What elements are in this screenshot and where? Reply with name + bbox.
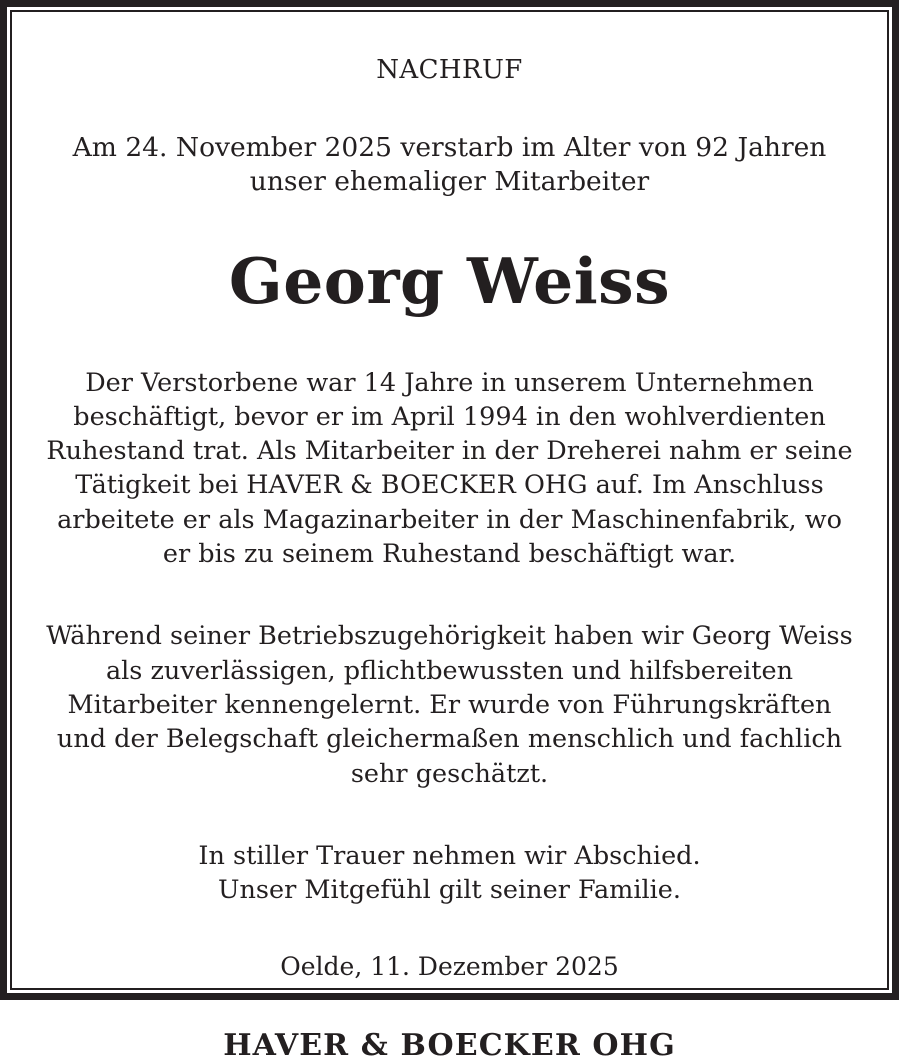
notice-lede: Am 24. November 2025 verstarb im Alter von 92 Jahren unser ehemaliger Mitarbeiter bbox=[72, 131, 827, 198]
frame-outer-gap bbox=[7, 7, 892, 1063]
deceased-name: Georg Weiss bbox=[228, 244, 671, 319]
notice-kicker: NACHRUF bbox=[376, 55, 523, 85]
frame-inner-rule bbox=[10, 10, 889, 1063]
place-and-date: Oelde, 11. Dezember 2025 bbox=[280, 952, 619, 982]
notice-content bbox=[12, 12, 887, 1063]
company-signature: HAVER & BOECKER OHG bbox=[223, 1027, 676, 1063]
paragraph-character: Während seiner Betriebszugehörigkeit haben wir Georg Weiss als zuverlässigen, pflichtbewussten und hilfsbereiten Mitarbeiter kennengelernt. Er wurde von Führungskräften und der Belegschaft gleichermaßen menschlich und fachlich sehr geschätzt. bbox=[46, 621, 853, 789]
paragraph-farewell: In stiller Trauer nehmen wir Abschied. Unser Mitgefühl gilt seiner Familie. bbox=[198, 840, 701, 906]
paragraph-tenure: Der Verstorbene war 14 Jahre in unserem Unternehmen beschäftigt, bevor er im April 1994 in den wohlverdienten Ruhestand trat. Als Mitarbeiter in der Dreherei nahm er seine Tätigkeit bei HAVER & BOECKER OHG auf. Im Anschluss arbeitete er als Magazinarbeiter in der Maschinenfabrik, wo er bis zu seinem Ruhestand beschäftigt war. bbox=[46, 367, 853, 570]
